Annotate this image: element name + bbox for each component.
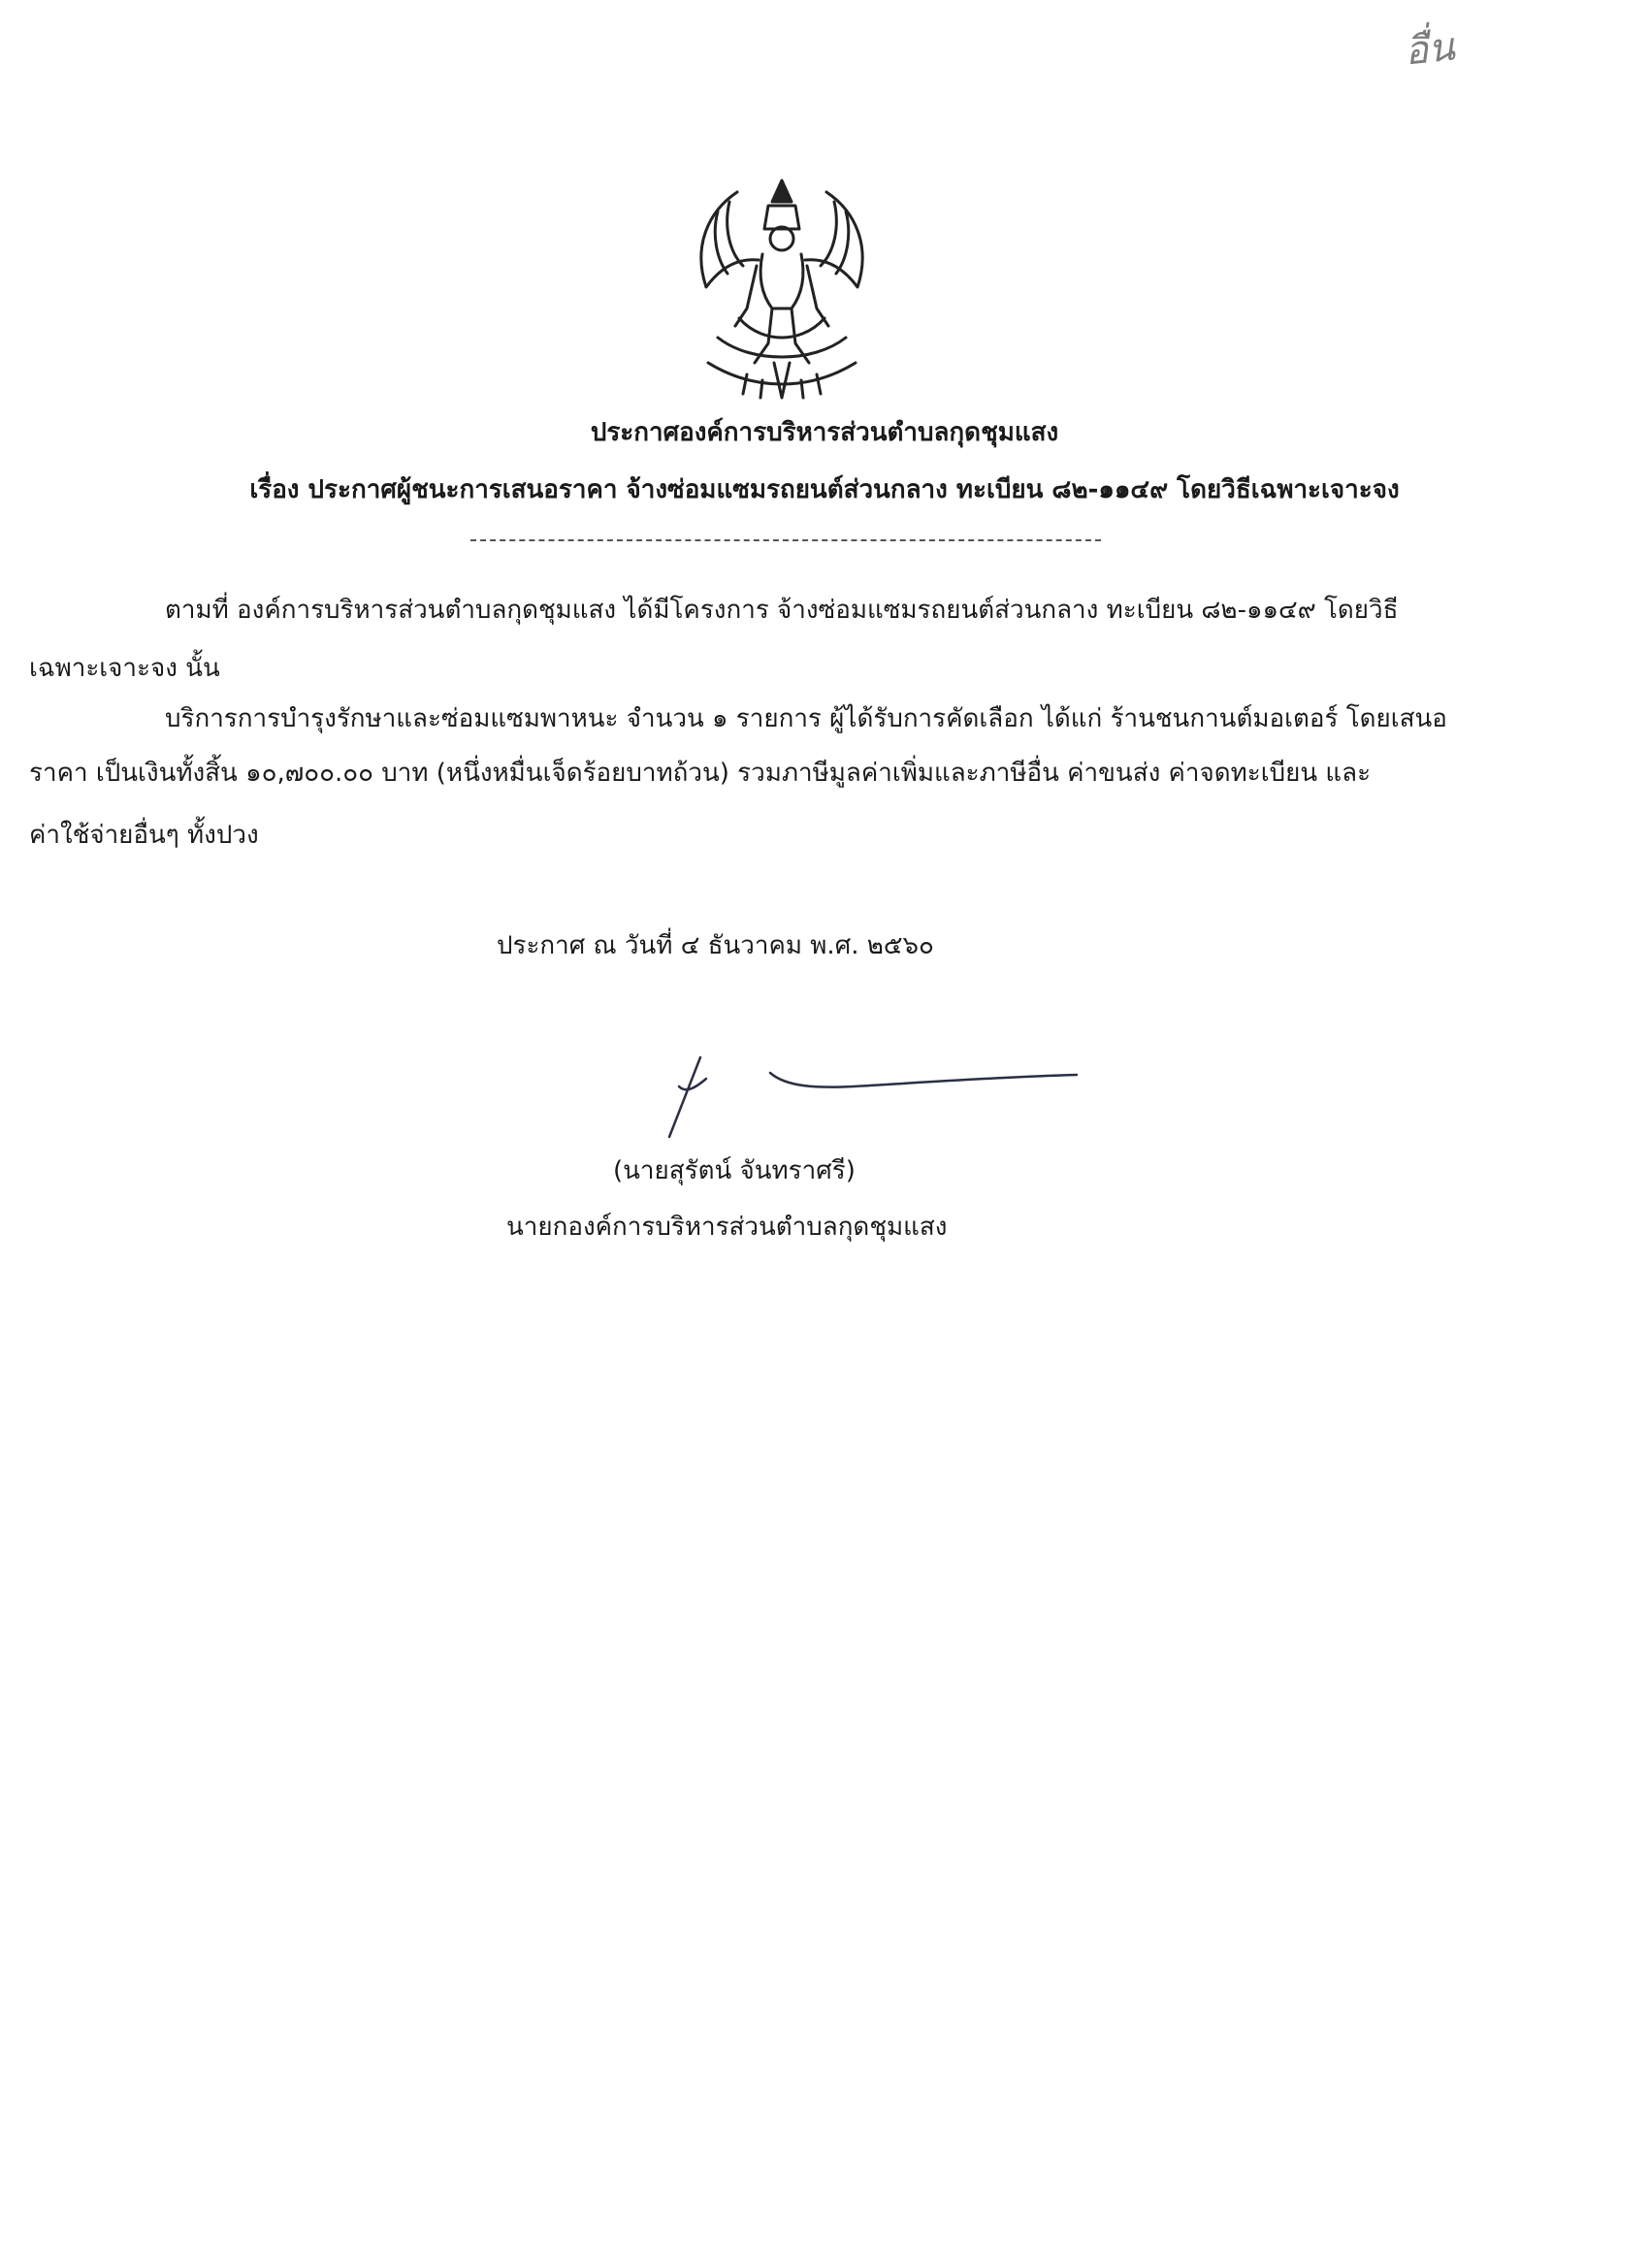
paragraph-2-line-2: ราคา เป็นเงินทั้งสิ้น ๑๐,๗๐๐.๐๐ บาท (หนึ่งหมื่นเจ็ดร้อยบาทถ้วน) รวมภาษีมูลค่าเพิ่มและภาษีอื่น ค่าขนส่ง ค่าจดทะเบียน และ bbox=[29, 759, 1372, 788]
signer-name: (นายสุรัตน์ จันทราศรี) bbox=[613, 1156, 856, 1185]
announcement-title: ประกาศองค์การบริหารส่วนตำบลกุดชุมแสง bbox=[590, 418, 1059, 447]
signer-position: นายกองค์การบริหารส่วนตำบลกุดชุมแสง bbox=[506, 1213, 948, 1242]
paragraph-2-line-3: ค่าใช้จ่ายอื่นๆ ทั้งปวง bbox=[29, 821, 259, 850]
announcement-date: ประกาศ ณ วันที่ ๔ ธันวาคม พ.ศ. ๒๕๖๐ bbox=[497, 931, 934, 960]
paragraph-1-line-2: เฉพาะเจาะจง นั้น bbox=[29, 654, 220, 683]
dashed-divider bbox=[470, 539, 1101, 541]
handwritten-corner-note: อื่น bbox=[1402, 24, 1457, 75]
paragraph-2-line-1-text: บริการการบำรุงรักษาและซ่อมแซมพาหนะ จำนวน ๑ รายการ ผู้ได้รับการคัดเลือก ได้แก่ ร้านชนกานต์มอเตอร์ โดยเสนอ bbox=[165, 704, 1447, 733]
announcement-subject: เรื่อง ประกาศผู้ชนะการเสนอราคา จ้างซ่อมแซมรถยนต์ส่วนกลาง ทะเบียน ๘๒-๑๑๔๙ โดยวิธีเฉพาะเจาะจง bbox=[249, 475, 1400, 504]
garuda-emblem-icon bbox=[679, 173, 885, 404]
paragraph-1-line-1-text: ตามที่ องค์การบริหารส่วนตำบลกุดชุมแสง ได้มีโครงการ จ้างซ่อมแซมรถยนต์ส่วนกลาง ทะเบียน ๘๒-๑๑๔๙ โดยวิธี bbox=[165, 596, 1399, 625]
handwritten-signature bbox=[650, 1048, 1096, 1154]
